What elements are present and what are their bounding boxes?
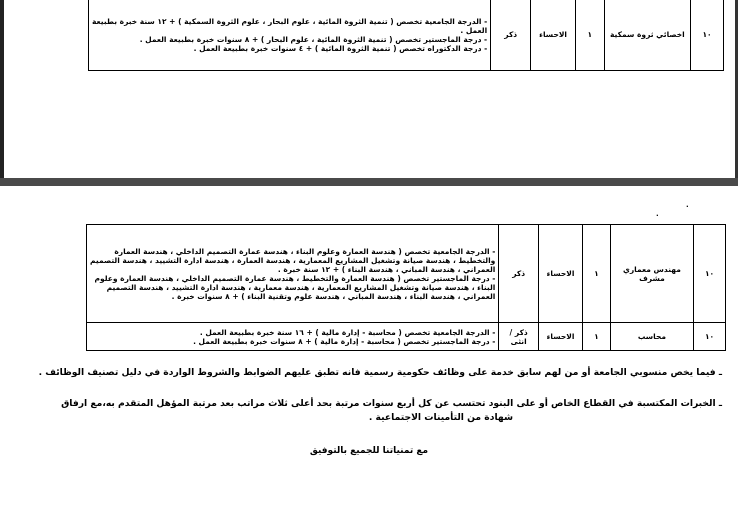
job-department: الاحساء [538, 323, 582, 351]
jobs-table-2 [86, 224, 726, 351]
job-title: مهندس معماري مشرف [610, 225, 693, 323]
job-requirements [87, 323, 499, 351]
scan-speck: . [656, 210, 659, 218]
job-requirements [87, 225, 499, 323]
closing-wishes: مع تمنياتنا للجميع بالتوفيق [309, 446, 429, 456]
job-department: الاحساء [538, 225, 582, 323]
note-experience-line-2: شهادة من التأمينات الاجتماعية . [368, 412, 513, 423]
job-gender: ذكر [491, 0, 531, 71]
requirement-line: - درجة الماجستير تخصص ( محاسبة - إدارة مالية ) + ٨ سنوات خبرة بطبيعة العمل . [193, 336, 496, 346]
requirement-line: العمراني ، هندسة البناء ، هندسة المباني ، هندسة علوم وتقنية البناء ) + ٨ سنوات خبرة . [171, 291, 496, 301]
job-count: ١ [583, 323, 611, 351]
row-number: ١٠ [694, 323, 726, 351]
row-number: ١٠ [691, 0, 724, 71]
requirement-line: البناء ، هندسة صيانة وتشغيل المشاريع المعمارية ، هندسة معمارية ، هندسة ادارة التشييد ، هندسة التصميم [106, 282, 496, 292]
requirement-line: العمراني ، هندسة المباني ، هندسة البناء ) + ١٢ سنة خبرة . [277, 264, 496, 274]
scan-page-1 [0, 0, 738, 178]
jobs-table-1 [88, 0, 724, 71]
note-experience-line-1: ـ الخبرات المكتسبة في القطاع الخاص أو على البنود تحتسب عن كل أربع سنوات مرتبة بحد أعلى ثلاث مراتب بعد مرتبة المؤهل المتقدم به،مع ارفاق [61, 398, 722, 409]
job-requirements [89, 0, 491, 71]
page-separator [0, 178, 738, 186]
requirement-line: - درجة الدكتوراه تخصص ( تنمية الثروة المائية ) + ٤ سنوات خبرة بطبيعة العمل . [193, 43, 488, 53]
job-title: اخصائي ثروة سمكية [604, 0, 690, 71]
row-number: ١٠ [694, 225, 726, 323]
table-row [89, 0, 724, 71]
requirement-line: - الدرجة الجامعية تخصص ( تنمية الثروة المائية ، علوم البحار ، علوم الثروة السمكية ) + ١٢ سنة خبرة بطبيعة [92, 16, 488, 26]
requirement-line: - درجة الماجستير تخصص ( تنمية الثروة المائية ، علوم البحار ) + ٨ سنوات خبرة بطبيعة العمل . [139, 34, 488, 44]
requirement-line: والتخطيط ، هندسة صيانة وتشغيل المشاريع المعمارية ، هندسة العمارة ، هندسة ادارة التشييد ، هندسة التصميم [90, 255, 496, 265]
scan-edge-left [0, 0, 4, 178]
job-count: ١ [575, 0, 604, 71]
note-university-staff: ـ فيما يخص منسوبي الجامعة أو من لهم سابق خدمة على وظائف حكومية رسمية فانه تطبق عليهم الضوابط والشروط الواردة في دليل تصنيف الوظائف . [38, 367, 722, 378]
requirement-line: - الدرجة الجامعية تخصص ( هندسة العمارة وعلوم البناء ، هندسة عمارة التصميم الداخلي ، هندسة العمارة [114, 246, 496, 256]
requirement-line: العمل . [460, 25, 488, 35]
job-gender: ذكر / انثى [499, 323, 539, 351]
job-count: ١ [583, 225, 611, 323]
scan-speck: · [686, 203, 689, 211]
table-row [87, 323, 726, 351]
job-gender: ذكر [499, 225, 539, 323]
requirement-line: - الدرجة الجامعية تخصص ( محاسبة - إدارة مالية ) + ١٦ سنة خبرة بطبيعة العمل . [199, 327, 496, 337]
job-department: الاحساء [531, 0, 576, 71]
job-title: محاسب [610, 323, 693, 351]
table-row [87, 225, 726, 323]
requirement-line: - درجة الماجستير تخصص ( هندسة العمارة والتخطيط ، هندسة عمارة التصميم الداخلي ، هندسة العمارة وعلوم [94, 273, 496, 283]
